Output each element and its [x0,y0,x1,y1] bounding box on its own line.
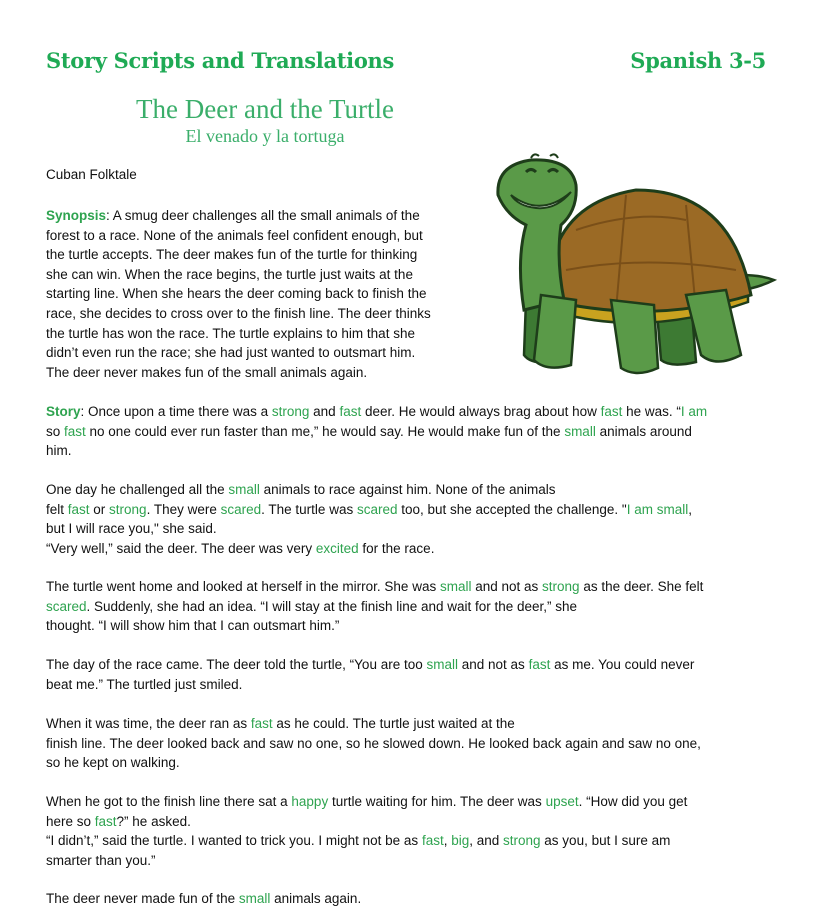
vocab-word: small [564,423,596,439]
vocab-word: strong [271,404,310,419]
synopsis-paragraph [46,206,431,382]
text-line [46,519,692,539]
text-run: animals to race against him. None of the animals [259,482,556,497]
text-run: The deer never made fun of the [46,891,239,906]
text-run: and not as [458,657,529,672]
story-paragraph [46,577,703,636]
text-line [46,792,687,812]
text-run: thought. “I will show him that I can outsmart him.” [46,618,340,634]
vocab-word: fast [250,716,273,731]
text-run: but I will race you," she said. [46,521,217,537]
text-line [46,304,431,324]
text-run: as me. You could never [550,657,695,672]
text-line [46,831,687,851]
text-line [46,851,687,871]
text-run: forest to a race. None of the animals feel confident enough, but [46,227,423,243]
text-run: The deer never makes fun of the small animals again. [46,364,368,380]
story-paragraph [46,480,692,558]
text-run: turtle waiting for him. The deer was [328,794,546,809]
text-line [46,616,703,636]
text-line [46,343,431,363]
text-line [46,245,431,265]
vocab-word: strong [109,501,147,517]
text-run: , [443,833,452,849]
text-run: he was. “ [622,404,681,419]
text-line [46,324,431,344]
vocab-word: scared [46,598,87,614]
story-subtitle: El venado y la tortuga [185,126,345,146]
text-run: starting line. When she hears the deer coming back to finish the [46,286,427,302]
text-run: animals around [595,423,692,439]
text-line [46,422,707,442]
grade-level: Spanish 3-5 [630,48,766,73]
story-title: The Deer and the Turtle [136,94,394,124]
text-line [46,812,687,832]
text-run: The turtle went home and looked at herself in the mirror. She was [46,579,440,594]
section-label: Synopsis [46,208,107,223]
text-line [46,889,361,909]
vocab-word: small [426,657,458,672]
text-run: as he could. The turtle just waited at the [272,716,515,731]
vocab-word: I am small [626,501,689,517]
text-run: and not as [471,579,543,594]
text-run: she can win. When the race begins, the turtle just waits at the [46,266,413,282]
text-run: “I didn’t,” said the turtle. I wanted to trick you. I might not be as [46,833,422,849]
text-run: : A smug deer challenges all the small animals of the [106,208,420,223]
vocab-word: fast [421,833,444,849]
story-paragraph [46,655,694,694]
text-run: for the race. [358,540,435,556]
vocab-word: happy [291,794,329,809]
text-run: . Suddenly, she had an idea. “I will stay at the finish line and wait for the deer,” she [86,598,578,614]
text-run: or [89,501,110,517]
vocab-word: I am [680,404,708,419]
text-line [46,734,701,754]
vocab-word: strong [503,833,541,849]
text-line [46,655,694,675]
vocab-word: fast [528,657,551,672]
story-paragraph [46,714,701,773]
text-run: the turtle has won the race. The turtle explains to him that she [46,325,415,341]
vocab-word: upset [545,794,579,809]
text-run: no one could ever run faster than me,” he would say. He would make fun of the [85,423,565,439]
text-run: , and [469,833,504,849]
text-run: : Once upon a time there was a [80,404,272,419]
vocab-word: scared [356,501,398,517]
vocab-word: strong [542,579,580,594]
text-line [46,441,707,461]
text-run: smarter than you.” [46,852,156,868]
text-run: When it was time, the deer ran as [46,716,251,731]
text-run: “Very well,” said the deer. The deer was very [46,540,316,556]
text-run: here so [46,813,95,829]
text-run: . “How did you get [578,794,688,809]
text-line [46,500,692,520]
vocab-word: fast [339,404,362,419]
story-paragraph [46,402,707,461]
text-line [46,226,431,246]
text-run: beat me.” The turtled just smiled. [46,676,243,692]
text-run: The day of the race came. The deer told the turtle, “You are too [46,657,427,672]
text-line [46,265,431,285]
text-run: didn’t even run the race; she had just wanted to outsmart him. [46,345,416,361]
text-run: One day he challenged all the [46,482,229,497]
section-label: Story [46,404,81,419]
vocab-word: scared [220,501,262,517]
text-run: When he got to the finish line there sat a [46,794,292,809]
vocab-word: small [238,891,271,906]
turtle-illustration [486,150,778,382]
vocab-word: fast [67,501,90,517]
vocab-word: excited [315,540,359,556]
series-title: Story Scripts and Translations [46,48,395,73]
text-line [46,206,431,226]
story-paragraph [46,889,361,909]
text-line [46,284,431,304]
vocab-word: big [451,833,470,849]
text-run: felt [46,501,68,517]
text-run: finish line. The deer looked back and saw no one, so he slowed down. He looked back again and saw no one, [46,735,701,751]
vocab-word: fast [94,813,117,829]
vocab-word: small [439,579,472,594]
text-run: animals again. [270,891,362,906]
text-run: . The turtle was [261,501,357,517]
vocab-word: fast [600,404,623,419]
story-origin: Cuban Folktale [46,167,137,182]
text-run: so [46,423,65,439]
text-line [46,714,701,734]
text-run: deer. He would always brag about how [361,404,601,419]
text-run: ?” he asked. [116,813,191,829]
story-paragraph [46,792,687,870]
text-run: too, but she accepted the challenge. " [397,501,627,517]
text-run: him. [46,443,72,459]
vocab-word: small [228,482,260,497]
vocab-word: fast [64,423,86,439]
text-run: so he kept on walking. [46,755,180,771]
text-line [46,402,707,422]
text-line [46,753,701,773]
text-run: race, she decides to cross over to the finish line. The deer thinks [46,305,431,321]
text-run: , [688,501,692,517]
text-line [46,597,703,617]
text-line [46,675,694,695]
text-line [46,480,692,500]
text-run: . They were [146,501,221,517]
text-line [46,363,431,383]
text-run: as you, but I sure am [540,833,671,849]
text-run: as the deer. She felt [579,579,704,594]
text-line [46,539,692,559]
text-line [46,577,703,597]
text-run: the turtle accepts. The deer makes fun of the turtle for thinking [46,247,418,263]
text-run: and [309,404,340,419]
